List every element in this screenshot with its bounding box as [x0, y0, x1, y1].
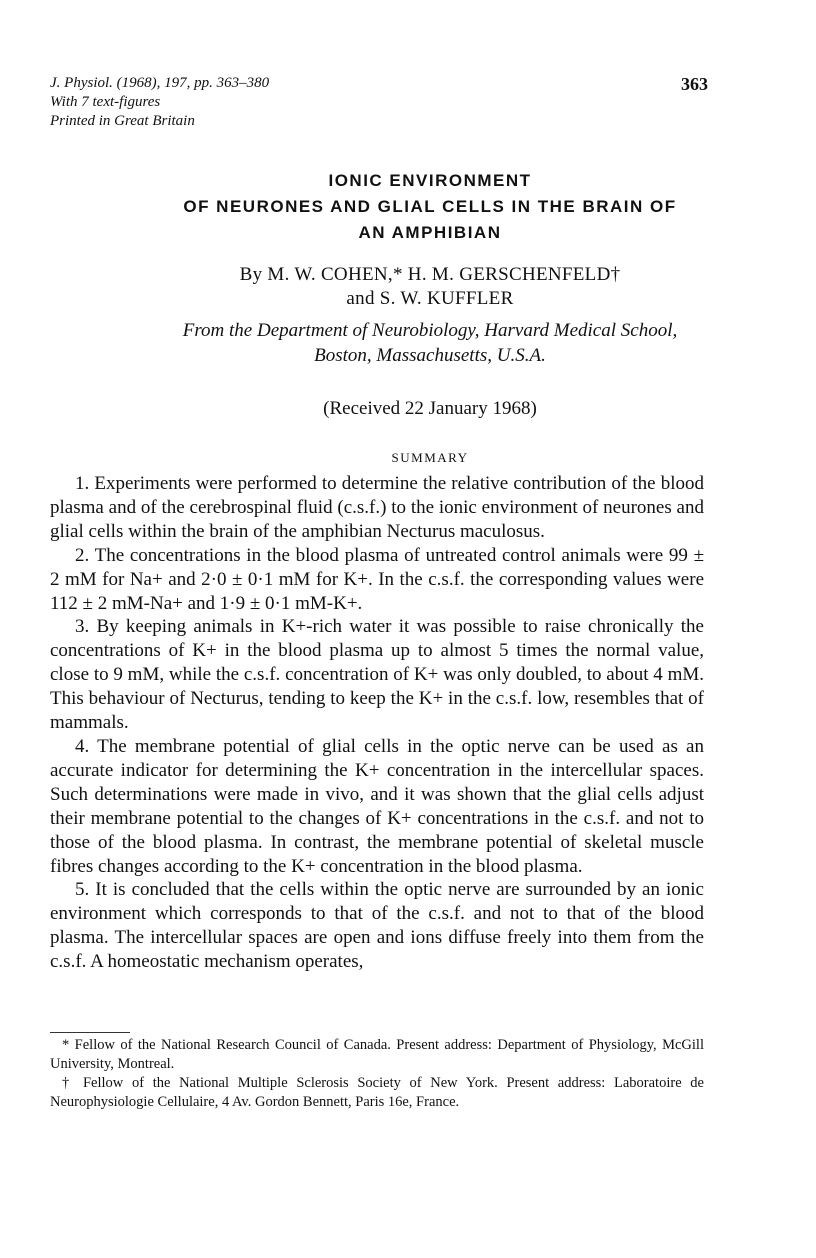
- page-number: 363: [681, 74, 708, 94]
- affiliation-line-1: From the Department of Neurobiology, Harvard Medical School,: [182, 320, 678, 341]
- summary-body: [50, 472, 704, 974]
- title-line-1: IONIC ENVIRONMENT: [328, 171, 532, 190]
- affiliation-line-2: Boston, Massachusetts, U.S.A.: [314, 345, 546, 366]
- summary-paragraph-5: 5. It is concluded that the cells within the optic nerve are surrounded by an ionic environment which corresponds to that of the c.s.f. and not to that of the blood plasma. The intercellular spaces are open and ions diffuse freely into them from the c.s.f. A homeostatic mechanism operates,: [50, 879, 704, 973]
- footnote-1: * Fellow of the National Research Council of Canada. Present address: Department of Physiology, McGill University, Montreal.: [50, 1037, 704, 1072]
- summary-paragraph-4: 4. The membrane potential of glial cells in the optic nerve can be used as an accurate indicator for determining the K+ concentration in the intercellular spaces. Such determinations were made in vivo, and it was shown that the glial cells adjust their membrane potential to the changes of K+ concentrations in the c.s.f. and not to those of the blood plasma. In contrast, the membrane potential of skeletal muscle fibres changes according to the K+ concentration in the blood plasma.: [50, 735, 704, 877]
- summary-paragraph-2: 2. The concentrations in the blood plasma of untreated control animals were 99 ± 2 mM for Na+ and 2·0 ± 0·1 mM for K+. In the c.s.f. the corresponding values were 112 ± 2 mM-Na+ and 1·9 ± 0·1 mM-K+.: [50, 544, 704, 614]
- authors-line-1: By M. W. COHEN,* H. M. GERSCHENFELD†: [239, 264, 621, 285]
- printed-note: Printed in Great Britain: [50, 113, 195, 129]
- figures-note: With 7 text-figures: [50, 94, 161, 110]
- title-line-2: OF NEURONES AND GLIAL CELLS IN THE BRAIN OF: [183, 197, 677, 216]
- summary-paragraph-3: 3. By keeping animals in K+-rich water it was possible to raise chronically the concentrations of K+ in the blood plasma up to almost 5 times the normal value, close to 9 mM, while the c.s.f. concentration of K+ was only doubled, to about 4 mM. This behaviour of Necturus, tending to keep the K+ in the c.s.f. low, resembles that of mammals.: [50, 616, 704, 734]
- footnote-2: † Fellow of the National Multiple Sclerosis Society of New York. Present address: Laboratoire de Neurophysiologie Cellulaire, 4 Av. Gordon Bennett, Paris 16e, France.: [50, 1075, 704, 1110]
- citation: J. Physiol. (1968), 197, pp. 363–380: [50, 75, 270, 91]
- summary-heading: SUMMARY: [391, 450, 469, 465]
- journal-header: [50, 74, 269, 131]
- authors-line-2: and S. W. KUFFLER: [346, 288, 514, 309]
- received-date: (Received 22 January 1968): [323, 398, 537, 419]
- article-title: [60, 168, 800, 246]
- affiliation: [60, 318, 800, 368]
- authors: [60, 263, 800, 311]
- footnotes: [50, 1036, 704, 1112]
- footnote-rule: [50, 1032, 130, 1033]
- title-line-3: AN AMPHIBIAN: [358, 223, 502, 242]
- summary-paragraph-1: 1. Experiments were performed to determine the relative contribution of the blood plasma and of the cerebrospinal fluid (c.s.f.) to the ionic environment of neurones and glial cells within the brain of the amphibian Necturus maculosus.: [50, 473, 704, 542]
